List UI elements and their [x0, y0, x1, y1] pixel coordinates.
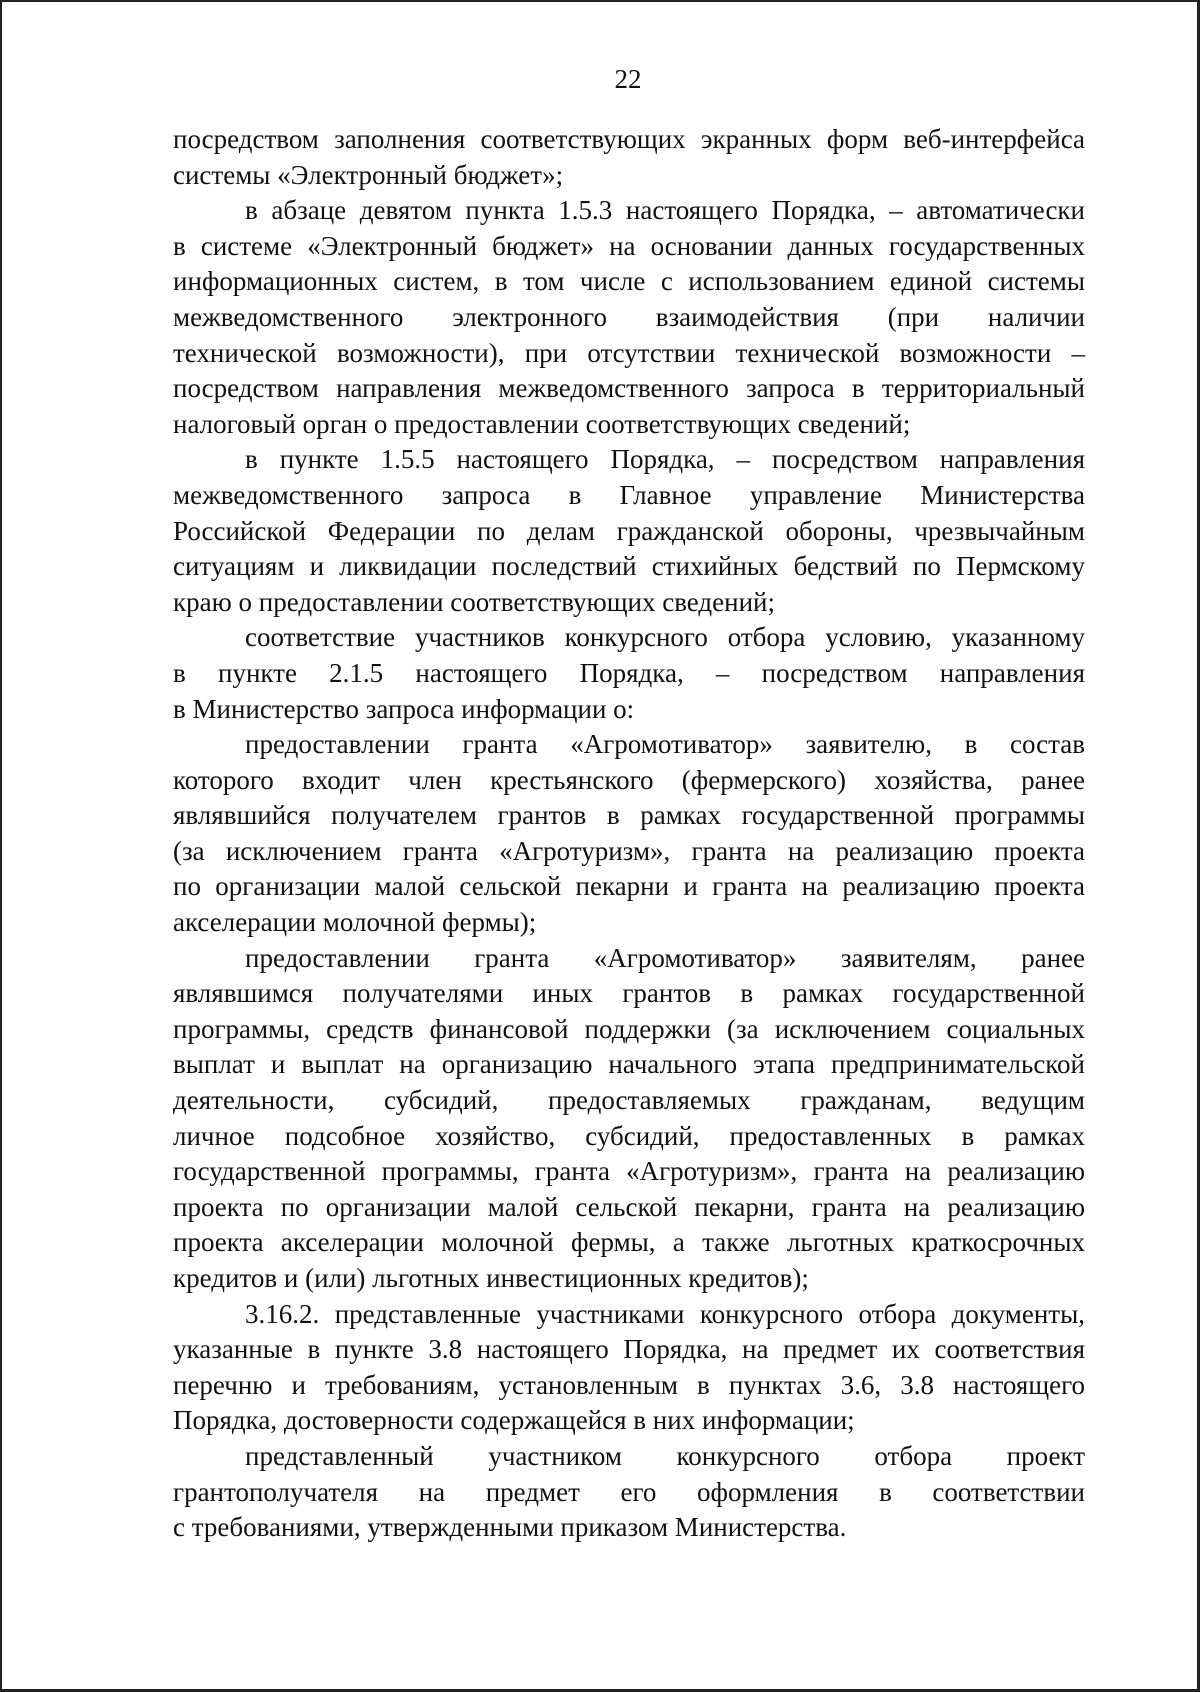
- text-line: которого входит член крестьянского (фермерского) хозяйства, ранее: [173, 764, 1085, 795]
- text-line: проекта акселерации молочной фермы, а также льготных краткосрочных: [173, 1227, 1085, 1258]
- text-line: в пункте 1.5.5 настоящего Порядка, – посредством направления: [245, 444, 1085, 475]
- text-line: указанные в пункте 3.8 настоящего Порядка, на предмет их соответствия: [173, 1334, 1085, 1365]
- text-line: являвшимся получателями иных грантов в рамках государственной: [173, 978, 1085, 1009]
- text-line: Российской Федерации по делам гражданской обороны, чрезвычайным: [173, 515, 1085, 546]
- text-line: с требованиями, утвержденными приказом Министерства.: [173, 1512, 847, 1543]
- text-line: посредством заполнения соответствующих экранных форм веб-интерфейса: [173, 124, 1085, 154]
- text-line: информационных систем, в том числе с использованием единой системы: [173, 266, 1085, 297]
- paragraph: [173, 1439, 1085, 1546]
- text-line: технической возможности), при отсутствии технической возможности –: [173, 337, 1085, 368]
- text-line: предоставлении гранта «Агромотиватор» заявителю, в состав: [245, 729, 1085, 760]
- text-line: в абзаце девятом пункта 1.5.3 настоящего Порядка, – автоматически: [245, 195, 1085, 226]
- text-line: представленный участником конкурсного отбора проект: [245, 1440, 1085, 1471]
- text-line: акселерации молочной фермы);: [173, 907, 537, 938]
- paragraph: [173, 442, 1085, 620]
- text-line: деятельности, субсидий, предоставляемых гражданам, ведущим: [173, 1085, 1085, 1116]
- paragraph: [173, 193, 1085, 442]
- text-line: соответствие участников конкурсного отбора условию, указанному: [245, 622, 1085, 653]
- text-line: в системе «Электронный бюджет» на основании данных государственных: [173, 230, 1085, 261]
- text-line: личное подсобное хозяйство, субсидий, предоставленных в рамках: [173, 1120, 1085, 1151]
- text-line: (за исключением гранта «Агротуризм», гранта на реализацию проекта: [173, 835, 1085, 866]
- text-line: в Министерство запроса информации о:: [173, 693, 635, 724]
- paragraph: [173, 941, 1085, 1297]
- paragraph: [173, 122, 1085, 193]
- text-line: межведомственного запроса в Главное управление Министерства: [173, 479, 1085, 510]
- paragraph: [173, 727, 1085, 941]
- text-line: налоговый орган о предоставлении соответствующих сведений;: [173, 408, 911, 439]
- text-line: грантополучателя на предмет его оформления в соответствии: [173, 1476, 1085, 1507]
- text-line: программы, средств финансовой поддержки (за исключением социальных: [173, 1013, 1085, 1044]
- text-line: кредитов и (или) льготных инвестиционных кредитов);: [173, 1263, 809, 1293]
- text-line: ситуациям и ликвидации последствий стихийных бедствий по Пермскому: [173, 551, 1085, 582]
- text-line: 3.16.2. представленные участниками конкурсного отбора документы,: [245, 1298, 1085, 1329]
- text-line: Порядка, достоверности содержащейся в них информации;: [173, 1405, 855, 1436]
- text-line: системы «Электронный бюджет»;: [173, 159, 564, 190]
- text-line: предоставлении гранта «Агромотиватор» заявителям, ранее: [245, 942, 1085, 973]
- text-line: по организации малой сельской пекарни и гранта на реализацию проекта: [173, 871, 1085, 902]
- text-line: выплат и выплат на организацию начального этапа предпринимательской: [173, 1049, 1085, 1080]
- text-line: краю о предоставлении соответствующих сведений;: [173, 586, 775, 617]
- paragraph: [173, 620, 1085, 727]
- page-number: 22: [614, 64, 642, 94]
- text-line: государственной программы, гранта «Агротуризм», гранта на реализацию: [173, 1156, 1085, 1187]
- text-line: в пункте 2.1.5 настоящего Порядка, – посредством направления: [173, 657, 1085, 688]
- text-line: перечню и требованиям, установленным в пунктах 3.6, 3.8 настоящего: [173, 1369, 1085, 1400]
- paragraph: [173, 1297, 1085, 1439]
- text-line: посредством направления межведомственного запроса в территориальный: [173, 373, 1085, 404]
- text-line: являвшийся получателем грантов в рамках государственной программы: [173, 800, 1085, 831]
- text-line: проекта по организации малой сельской пекарни, гранта на реализацию: [173, 1191, 1085, 1222]
- document-body: [173, 122, 1085, 1546]
- text-line: межведомственного электронного взаимодействия (при наличии: [173, 301, 1085, 332]
